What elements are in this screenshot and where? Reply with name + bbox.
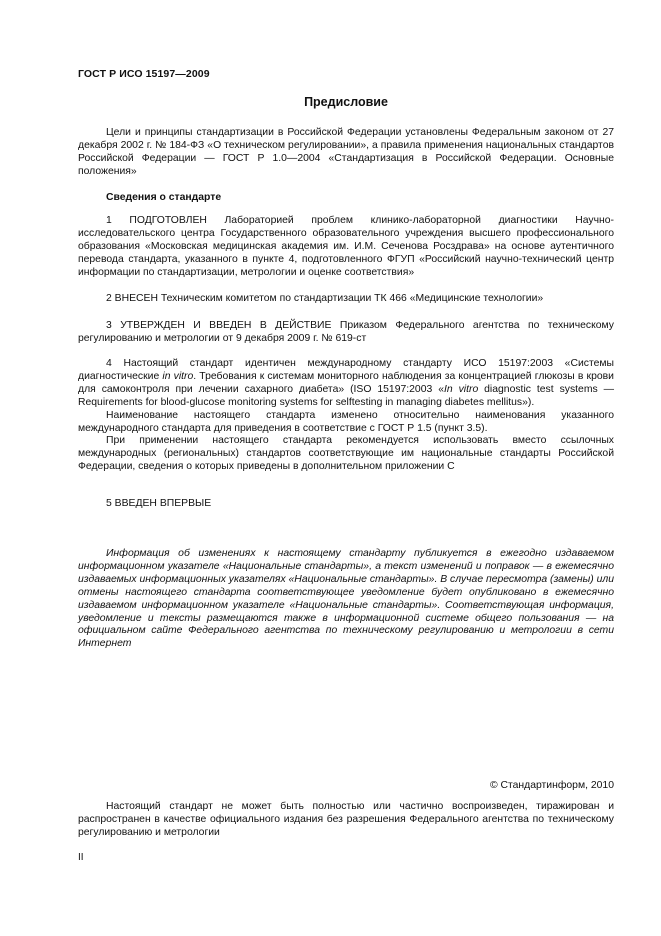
standard-code: ГОСТ Р ИСО 15197—2009 <box>78 68 210 80</box>
item-3-paragraph: 3 УТВЕРЖДЕН И ВВЕДЕН В ДЕЙСТВИЕ Приказом Федерального агентства по техническому регулированию и метрологии от 9 декабря 2009 г. № 619-ст <box>78 320 614 344</box>
intro-paragraph: Цели и принципы стандартизации в Российской Федерации установлены Федеральным законом от 27 декабря 2002 г. № 184-ФЗ «О техническом регулировании», а правила применения национальных стандартов Российской Федерации — ГОСТ Р 1.0—2004 «Стандартизация в Российской Федерации. Основные положения» <box>78 127 614 177</box>
item-4-section <box>78 358 614 474</box>
page-number: II <box>78 852 84 863</box>
item-1-paragraph: 1 ПОДГОТОВЛЕН Лабораторией проблем клинико-лабораторной диагностики Научно-исследовательского центра Государственного образовательного учреждения высшего профессионального образования «Московская медицинская академия им. И.М. Сеченова Росздрава» на основе аутентичного перевода стандарта, указанного в пункте 4, подготовленного ФГУП «Российский научно-технический центр информации по стандартизации, метрологии и оценке соответствия» <box>78 215 614 278</box>
copyright-line: © Стандартинформ, 2010 <box>489 780 614 791</box>
item-4-paragraph <box>78 358 614 410</box>
item-2-paragraph: 2 ВНЕСЕН Техническим комитетом по стандартизации ТК 466 «Медицинские технологии» <box>106 293 544 304</box>
item-4-text-b: . Требования к системам мониторного наблюдения за концентрацией глюкозы в крови для самоконтроля при лечении сахарного диабета» (ISO 15197:2003 « <box>78 370 614 395</box>
change-notice-paragraph: Информация об изменениях к настоящему стандарту публикуется в ежегодно издаваемом информационном указателе «Национальные стандарты», а текст изменений и поправок — в ежемесячно издаваемых информационных указателях «Национальные стандарты». В случае пересмотра (замены) или отмены настоящего стандарта соответствующее уведомление будет опубликовано в ежемесячно издаваемом информационном указателе «Национальные стандарты». Соответствующая информация, уведомление и тексты размещаются также в информационной системе общего пользования — на официальном сайте Федерального агентства по техническому регулированию и метрологии в сети Интернет <box>78 548 614 650</box>
item-4-name-change-paragraph: Наименование настоящего стандарта изменено относительно наименования указанного международного стандарта для приведения в соответствие с ГОСТ Р 1.5 (пункт 3.5). <box>78 409 614 434</box>
item-5-paragraph: 5 ВВЕДЕН ВПЕРВЫЕ <box>106 498 212 509</box>
info-heading: Сведения о стандарте <box>106 192 222 203</box>
item-4-text-a: 4 Настоящий стандарт идентичен международному стандарту ИСО 15197:2003 «Системы диагностические <box>78 358 614 382</box>
item-4-text-c: diagnostic test systems — Requirements for blood-glucose monitoring systems for selftesting in managing diabetes mellitus»). <box>78 383 615 408</box>
item-4-in-vitro-1: in vitro <box>162 370 194 382</box>
item-4-references-paragraph: При применении настоящего стандарта рекомендуется использовать вместо ссылочных международных (региональных) стандартов соответствующие им национальные стандарты Российской Федерации, сведения о которых приведены в дополнительном приложении С <box>78 435 614 473</box>
reproduction-notice: Настоящий стандарт не может быть полностью или частично воспроизведен, тиражирован и распространен в качестве официального издания без разрешения Федерального агентства по техническому регулированию и метрологии <box>78 801 614 838</box>
item-4-in-vitro-2: In vitro <box>443 383 479 395</box>
page-title: Предисловие <box>304 95 388 109</box>
